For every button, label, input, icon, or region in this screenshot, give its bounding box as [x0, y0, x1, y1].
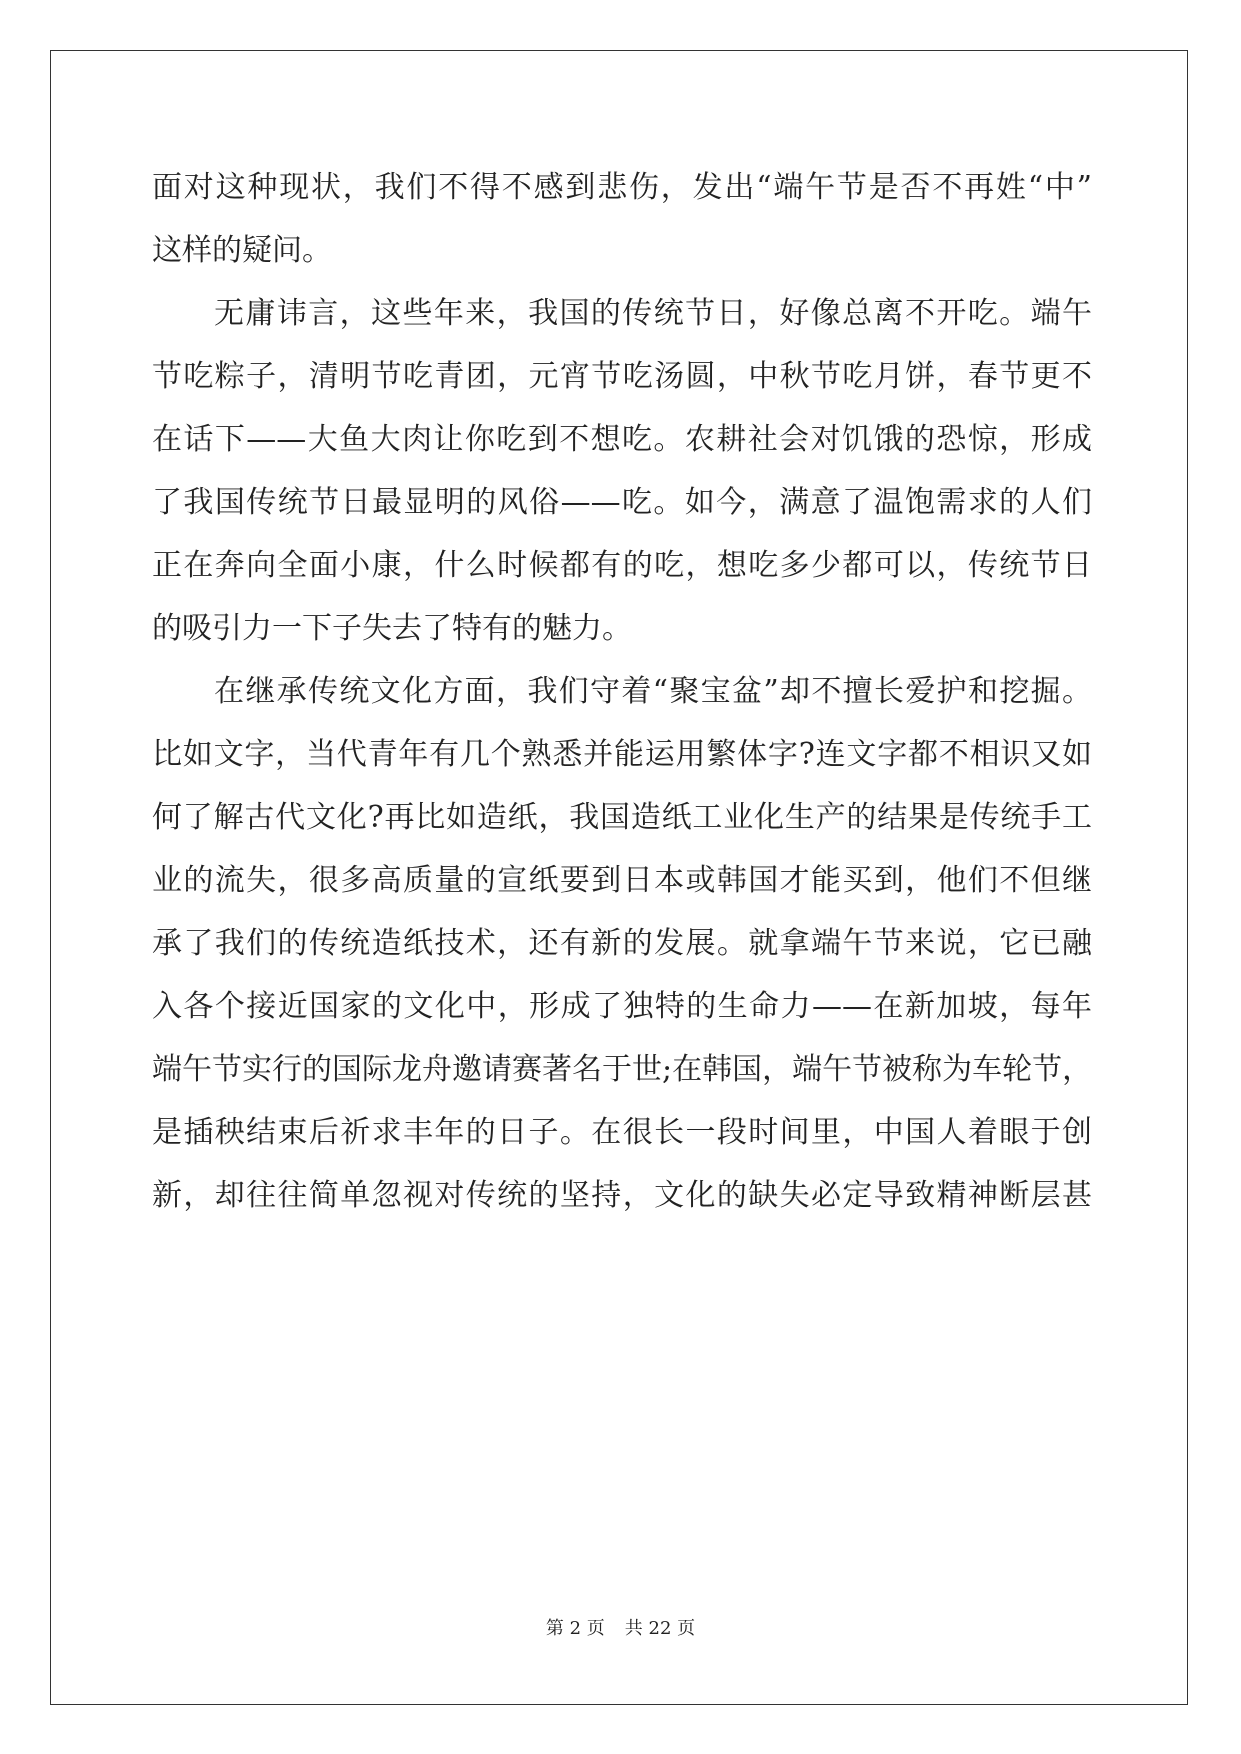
text-line: 节吃粽子，清明节吃青团，元宵节吃汤圆，中秋节吃月饼，春节更不 — [152, 359, 1092, 394]
text-line: 无庸讳言，这些年来，我国的传统节日，好像总离不开吃。端午 — [214, 296, 1092, 331]
text-line: 新，却往往简单忽视对传统的坚持，文化的缺失必定导致精神断层甚 — [152, 1178, 1092, 1213]
text-line: 在继承传统文化方面，我们守着“聚宝盆”却不擅长爱护和挖掘。 — [214, 674, 1092, 709]
text-line: 面对这种现状，我们不得不感到悲伤，发出“端午节是否不再姓“中” — [152, 170, 1092, 205]
page-footer — [0, 1614, 1241, 1640]
text-line: 了我国传统节日最显明的风俗——吃。如今，满意了温饱需求的人们 — [152, 485, 1092, 520]
text-line: 是插秧结束后祈求丰年的日子。在很长一段时间里，中国人着眼于创 — [152, 1115, 1092, 1150]
text-line: 承了我们的传统造纸技术，还有新的发展。就拿端午节来说，它已融 — [152, 926, 1092, 961]
text-line: 业的流失，很多高质量的宣纸要到日本或韩国才能买到，他们不但继 — [152, 863, 1092, 898]
text-line: 在话下——大鱼大肉让你吃到不想吃。农耕社会对饥饿的恐惊，形成 — [152, 422, 1092, 457]
text-line: 的吸引力一下子失去了特有的魅力。 — [152, 611, 632, 646]
document-body — [152, 156, 1092, 1227]
text-line: 入各个接近国家的文化中，形成了独特的生命力——在新加坡，每年 — [152, 989, 1092, 1024]
text-line: 比如文字，当代青年有几个熟悉并能运用繁体字?连文字都不相识又如 — [152, 737, 1092, 772]
page-number: 第 2 页 — [545, 1618, 605, 1639]
text-line: 正在奔向全面小康，什么时候都有的吃，想吃多少都可以，传统节日 — [152, 548, 1092, 583]
text-line: 这样的疑问。 — [152, 233, 332, 268]
text-line: 何了解古代文化?再比如造纸，我国造纸工业化生产的结果是传统手工 — [152, 800, 1092, 835]
page-total: 共 22 页 — [624, 1618, 696, 1639]
text-line: 端午节实行的国际龙舟邀请赛著名于世;在韩国，端午节被称为车轮节， — [152, 1052, 1093, 1087]
